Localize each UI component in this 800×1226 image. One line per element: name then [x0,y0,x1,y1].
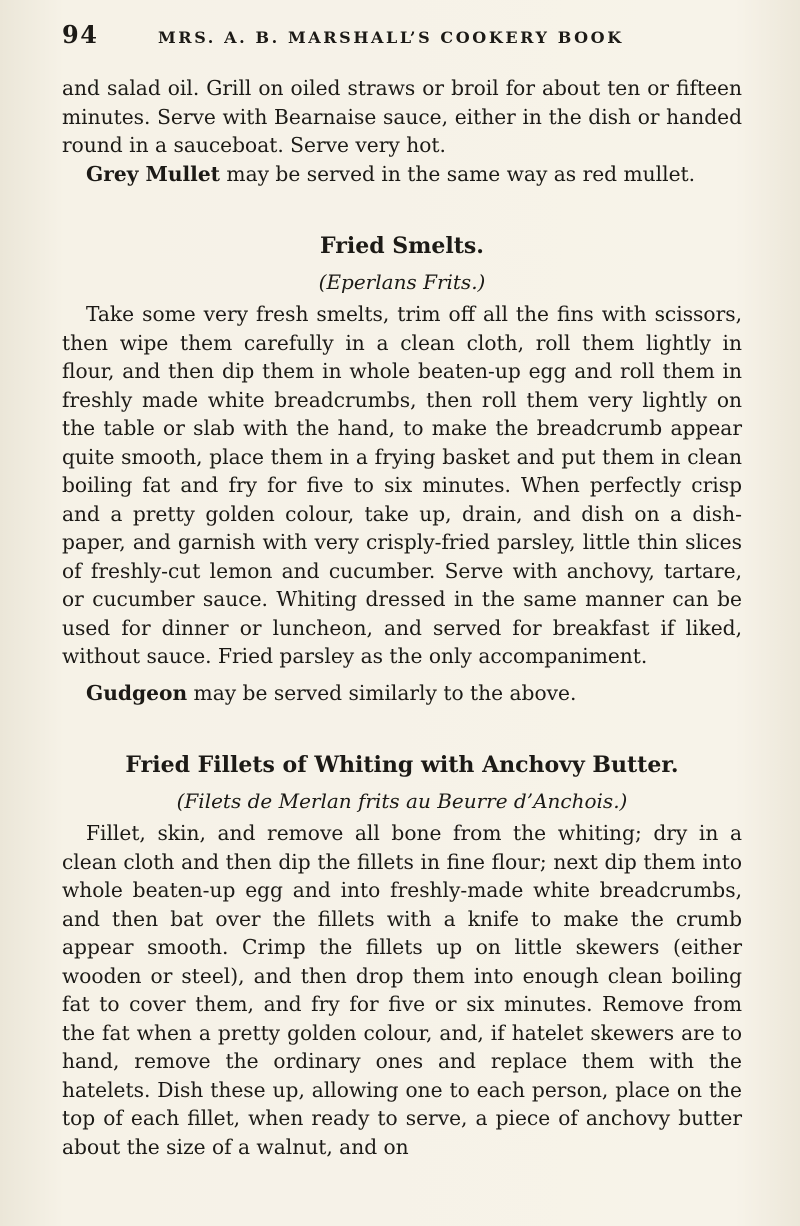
fried-smelts-heading: Fried Smelts. [320,233,484,259]
fried-smelts-section [62,232,742,707]
running-header [62,20,742,56]
gudgeon-text: may be served similarly to the above. [187,680,577,705]
fried-fillets-body: Fillet, skin, and remove all bone from the whiting; dry in a clean cloth and then dip the fillets in fine flour; next dip them into whole beaten-up egg and into freshly-made white breadcrumbs, and then bat over the fillets with a knife to make the crumb appear smooth. Crimp the fillets up on little skewers (either wooden or steel), and then drop them into enough clean boiling fat to cover them, and fry for five or six minutes. Remove from the fat when a pretty golden colour, and, if hatelet skewers are to hand, remove the ordinary ones and replace them with the hatelets. Dish these up, allowing one to each person, place on the top of each fillet, when ready to serve, a piece of anchovy butter about the size of a walnut, and on [62,821,742,1159]
grey-mullet-paragraph [62,160,742,189]
grey-mullet-text: may be served in the same way as red mullet. [220,161,696,186]
intro-section [62,74,742,188]
fried-fillets-heading: Fried Fillets of Whiting with Anchovy Butter. [125,752,679,778]
running-title: MRS. A. B. MARSHALL’S COOKERY BOOK [158,28,624,47]
page-number: 94 [62,20,99,49]
fried-smelts-subheading: (Eperlans Frits.) [318,270,486,294]
continued-paragraph: and salad oil. Grill on oiled straws or broil for about ten or fifteen minutes. Serve with Bearnaise sauce, either in the dish or handed round in a sauceboat. Serve very hot. [62,76,742,157]
fried-smelts-body: Take some very fresh smelts, trim off all the fins with scissors, then wipe them carefully in a clean cloth, roll them lightly in flour, and then dip them in whole beaten-up egg and roll them in freshly made white breadcrumbs, then roll them very lightly on the table or slab with the hand, to make the breadcrumb appear quite smooth, place them in a frying basket and put them in clean boiling fat and fry for five to six minutes. When perfectly crisp and a pretty golden colour, take up, drain, and dish on a dish-paper, and garnish with very crisply-fried parsley, little thin slices of freshly-cut lemon and cucumber. Serve with anchovy, tartare, or cucumber sauce. Whiting dressed in the same manner can be used for dinner or luncheon, and served for breakfast if liked, without sauce. Fried parsley as the only accompaniment. [62,302,742,668]
gudgeon-paragraph [62,679,742,708]
fried-fillets-section [62,751,742,1161]
paragraph-spacer [62,671,742,679]
gudgeon-lead: Gudgeon [86,680,188,705]
fried-fillets-subheading: (Filets de Merlan frits au Beurre d’Anchois.) [176,789,628,813]
grey-mullet-lead: Grey Mullet [86,161,221,186]
